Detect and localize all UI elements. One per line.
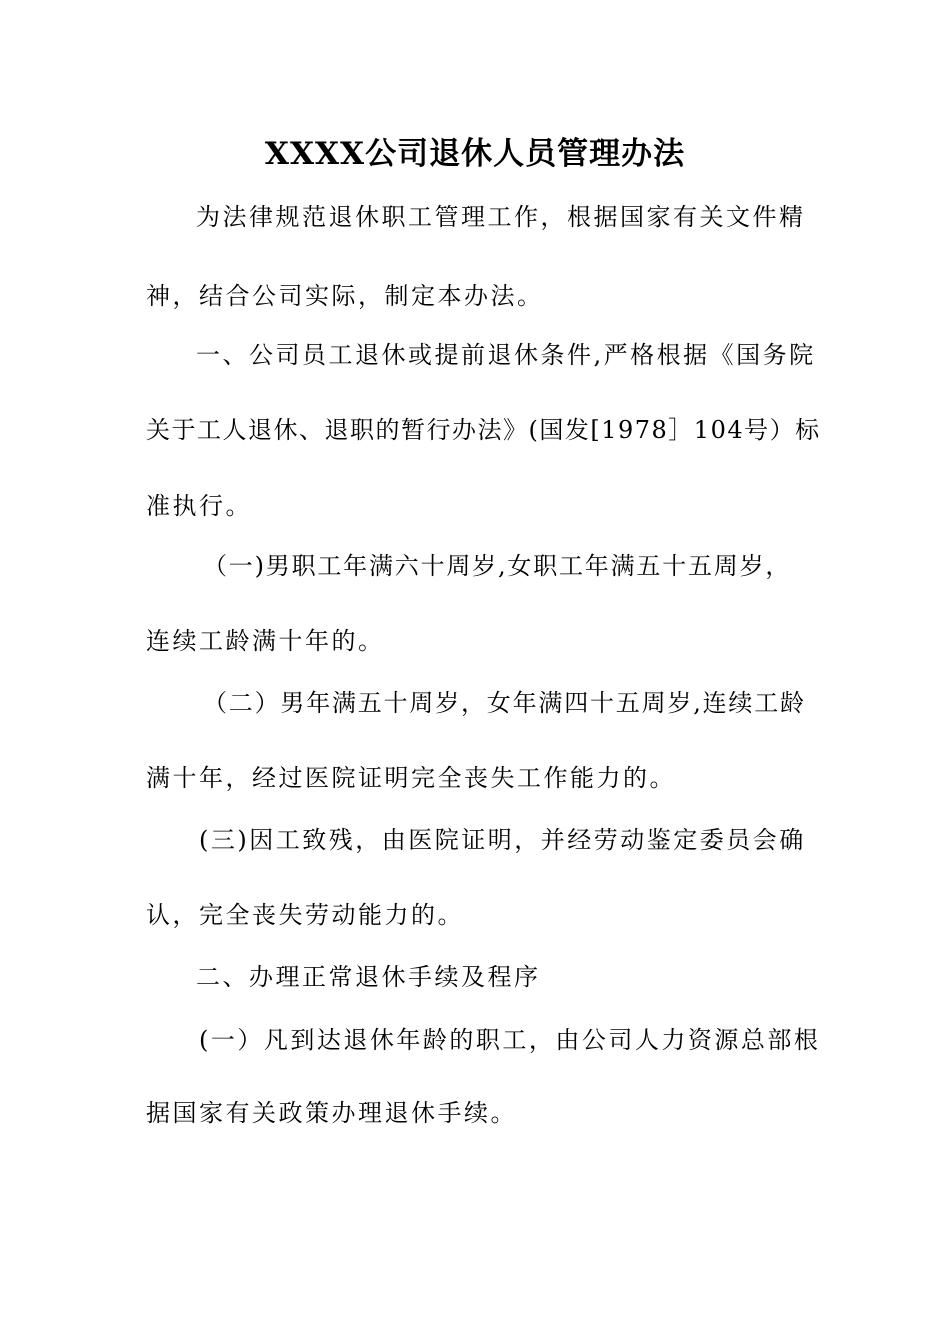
paragraph-intro-line-1: 为法律规范退休职工管理工作，根据国家有关文件精 [196,203,806,231]
section-1-heading-line-1: 一、公司员工退休或提前退休条件,严格根据《国务院 [196,341,816,369]
item-1-2-line-1: （二）男年满五十周岁，女年满四十五周岁,连续工龄 [203,689,806,717]
item-1-3-line-2: 认，完全丧失劳动能力的。 [146,901,464,929]
section-1-heading-line-2: 关于工人退休、退职的暂行办法》(国发[1978］104号）标 [146,416,821,444]
item-1-1-line-1: （一)男职工年满六十周岁,女职工年满五十五周岁， [203,552,792,580]
item-1-3-line-1: (三)因工致残，由医院证明，并经劳动鉴定委员会确 [199,826,806,854]
item-2-1-line-1: (一）凡到达退休年龄的职工，由公司人力资源总部根 [199,1026,821,1054]
item-1-1-line-2: 连续工龄满十年的。 [146,627,385,655]
section-1-heading-line-3: 准执行。 [146,492,252,520]
section-2-heading: 二、办理正常退休手续及程序 [196,963,541,991]
item-2-1-line-2: 据国家有关政策办理退休手续。 [146,1099,517,1127]
item-1-2-line-2: 满十年，经过医院证明完全丧失工作能力的。 [146,764,676,792]
paragraph-intro-line-2: 神，结合公司实际，制定本办法。 [146,282,544,310]
document-title: XXXX公司退休人员管理办法 [264,136,686,172]
